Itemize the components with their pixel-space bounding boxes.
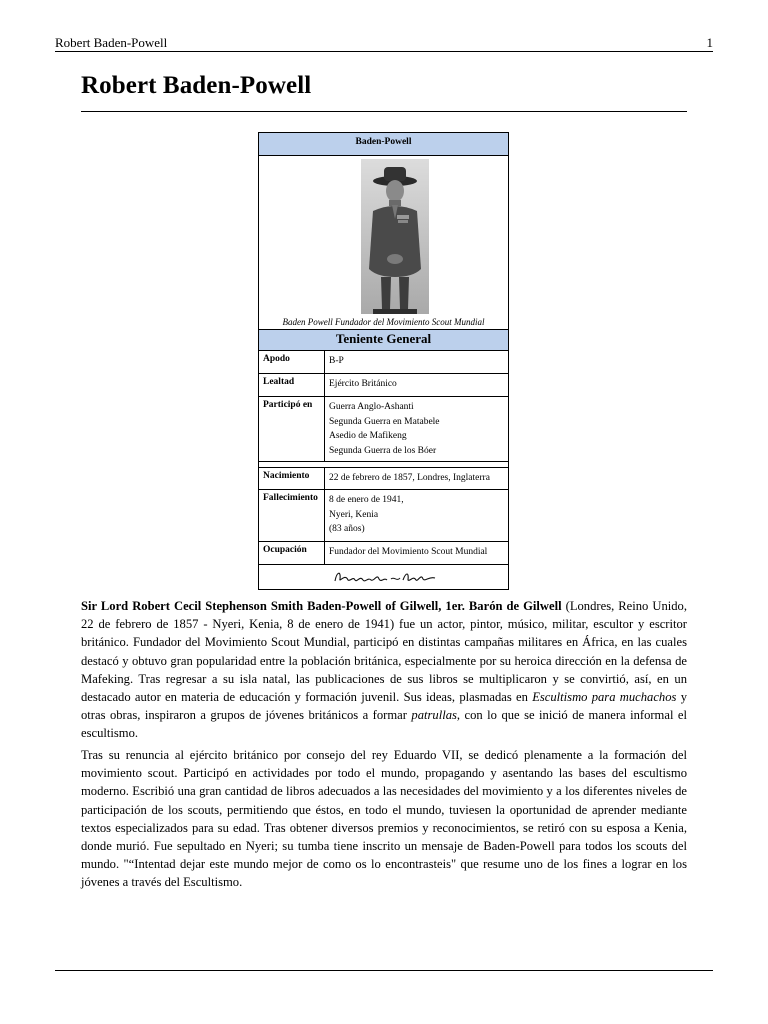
infobox-label: Participó en xyxy=(259,397,325,461)
intro-paragraph xyxy=(81,597,687,743)
infobox-label: Ocupación xyxy=(259,542,325,564)
paragraph-text: y otras obras, inspiraron a grupos de jóvenes británicos a formar xyxy=(81,690,687,723)
infobox-value-line: (83 años) xyxy=(329,524,365,534)
infobox-value-line[interactable]: Ejército Británico xyxy=(329,379,397,389)
paragraph-text: (Londres, Reino Unido, 22 de febrero de 1857 - Nyeri, Kenia, 8 de enero de 1941) fue un actor, pintor, músico, militar, escultor y escritor británico. Fundador del Movimiento Scout Mundial, participó en distintas campañas militares en África, en las cuales destacó y obtuvo gran popularidad entre la población británica, especialmente por su heroica dirección en la defensa de Mafeking. Tras regresar a su isla natal, las publicaciones de sus libros se multiplicaron y se convirtió, así, en un destacado autor en materia de educación y formación juvenil. Sus ideas, plasmadas en xyxy=(81,599,687,705)
infobox-value-line: Nyeri, Kenia xyxy=(329,509,379,520)
infobox-value-line: 22 de febrero de 1857, Londres, Inglaterra xyxy=(329,473,490,483)
infobox-row-apodo xyxy=(259,351,508,374)
infobox-label: Nacimiento xyxy=(259,468,325,489)
infobox-value xyxy=(325,468,508,489)
infobox-rank: Teniente General xyxy=(259,329,508,351)
infobox-value-line[interactable]: Asedio de Mafikeng xyxy=(329,431,407,441)
infobox-row-fallecimiento xyxy=(259,490,508,542)
portrait-photo[interactable] xyxy=(361,159,429,314)
infobox-value-line[interactable]: Segunda Guerra de los Bóer xyxy=(329,445,437,456)
infobox-label: Fallecimiento xyxy=(259,490,325,541)
infobox-value-line: 8 de enero de 1941, xyxy=(329,495,404,505)
infobox-value xyxy=(325,542,508,564)
patrullas-link[interactable]: patrullas xyxy=(411,708,457,723)
infobox-label: Lealtad xyxy=(259,374,325,396)
book-title-link[interactable]: Escultismo para muchachos xyxy=(532,690,677,705)
infobox-label: Apodo xyxy=(259,351,325,373)
paragraph-text: , con lo que se inició de manera informal el escultismo. xyxy=(81,708,687,741)
infobox-photo-area xyxy=(259,156,508,316)
infobox-value xyxy=(325,490,508,541)
infobox-value-line: B-P xyxy=(329,356,344,366)
infobox-value xyxy=(325,397,508,461)
running-header-title: Robert Baden-Powell xyxy=(55,35,168,50)
signature-area xyxy=(259,565,508,589)
second-paragraph: Tras su renuncia al ejército británico por consejo del rey Eduardo VII, se dedicó plenamente a la formación del movimiento scout. Participó en actividades por todo el mundo, propagando y asentando las bases del escultismo moderno. Escribió una gran cantidad de libros adecuados a las necesidades del movimiento y a los diferentes niveles de participación de los scouts, permitiendo que éstos, en todo el mundo, tuviesen la oportunidad de aprender mediante textos especializados para su edad. Tras obtener diversos premios y reconocimientos, se retiró con su esposa a Kenia, donde murió. Fue sepultado en Nyeri; su tumba tiene inscrito un mensaje de Baden-Powell para todos los scouts del mundo. "“Intentad dejar este mundo mejor de como os lo encontrasteis" que resume uno de los fines a lograr en los jóvenes a través del Escultismo. xyxy=(81,748,687,890)
infobox-row-ocupacion xyxy=(259,542,508,565)
infobox-value-line[interactable]: Guerra Anglo-Ashanti xyxy=(329,402,414,412)
infobox-row-participo xyxy=(259,397,508,462)
signature-image[interactable] xyxy=(331,567,441,587)
infobox-row-nacimiento xyxy=(259,468,508,490)
infobox xyxy=(258,132,509,590)
infobox-value xyxy=(325,351,508,373)
article-title: Robert Baden-Powell xyxy=(81,72,312,99)
infobox-value-line[interactable]: Segunda Guerra en Matabele xyxy=(329,416,440,427)
running-header xyxy=(55,35,713,52)
photo-caption: Baden Powell Fundador del Movimiento Scout Mundial xyxy=(282,317,485,327)
title-divider xyxy=(81,111,687,112)
infobox-value xyxy=(325,374,508,396)
infobox-heading: Baden-Powell xyxy=(259,133,508,156)
subject-full-name: Sir Lord Robert Cecil Stephenson Smith Baden-Powell of Gilwell, 1er. Barón de Gilwell xyxy=(81,599,562,613)
infobox-value-line[interactable]: Fundador del Movimiento Scout Mundial xyxy=(329,547,488,557)
footer-divider xyxy=(55,970,713,971)
infobox-row-lealtad xyxy=(259,374,508,397)
page-number: 1 xyxy=(706,35,713,50)
